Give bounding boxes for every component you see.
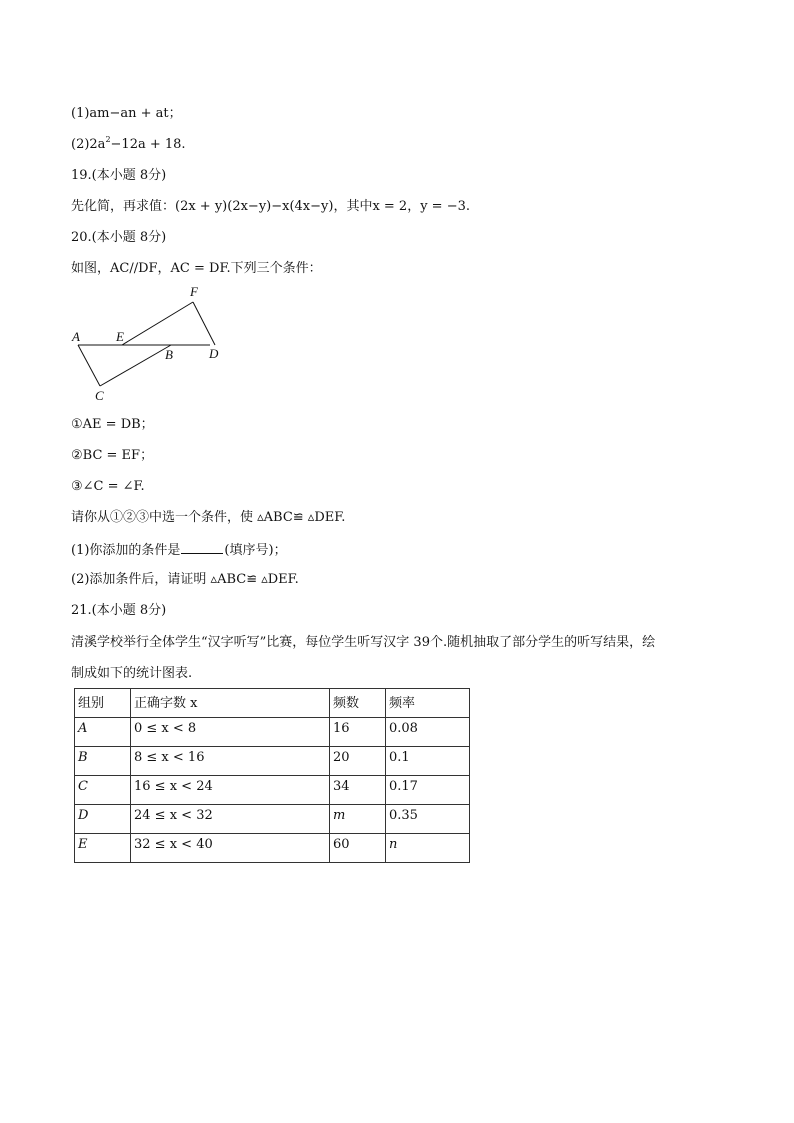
table-header-row bbox=[75, 689, 470, 718]
table-row bbox=[75, 834, 470, 863]
header-group: 组别 bbox=[75, 689, 131, 718]
cell-group: B bbox=[75, 747, 131, 776]
cell-frequency: 34 bbox=[330, 776, 386, 805]
label-a: A bbox=[72, 329, 80, 344]
segment-ef bbox=[122, 302, 193, 345]
segment-fd bbox=[193, 302, 215, 345]
cell-range: 16 ≤ x < 24 bbox=[131, 776, 330, 805]
cell-frequency: 20 bbox=[330, 747, 386, 776]
q20-1-text-post: (填序号)； bbox=[224, 543, 287, 558]
cell-group: A bbox=[75, 718, 131, 747]
question-21-body-line-2: 制成如下的统计图表. bbox=[71, 666, 193, 681]
question-20-part-2: (2)添加条件后，请证明 ▵ABC≌ ▵DEF. bbox=[71, 572, 299, 587]
question-20-instruction: 请你从①②③中选一个条件，使 ▵ABC≌ ▵DEF. bbox=[71, 510, 346, 525]
cell-frequency: 16 bbox=[330, 718, 386, 747]
condition-2: ②BC = EF； bbox=[71, 448, 154, 463]
cell-group: E bbox=[75, 834, 131, 863]
label-f: F bbox=[190, 284, 198, 299]
q18-2-text-post: −12a + 18. bbox=[110, 137, 186, 152]
label-e: E bbox=[116, 329, 124, 344]
header-frequency: 频数 bbox=[330, 689, 386, 718]
segment-cb bbox=[100, 345, 171, 386]
cell-rate: 0.1 bbox=[386, 747, 470, 776]
question-20-part-1 bbox=[71, 541, 287, 559]
question-18-part-2 bbox=[71, 137, 186, 153]
cell-rate: 0.35 bbox=[386, 805, 470, 834]
cell-rate: n bbox=[386, 834, 470, 863]
label-c: C bbox=[95, 388, 104, 403]
cell-frequency: m bbox=[330, 805, 386, 834]
cell-range: 0 ≤ x < 8 bbox=[131, 718, 330, 747]
cell-range: 32 ≤ x < 40 bbox=[131, 834, 330, 863]
cell-group: D bbox=[75, 805, 131, 834]
header-correct-count: 正确字数 x bbox=[131, 689, 330, 718]
question-20-heading: 20.(本小题 8分) bbox=[71, 230, 167, 245]
cell-rate: 0.17 bbox=[386, 776, 470, 805]
segment-ac bbox=[78, 345, 100, 386]
cell-range: 24 ≤ x < 32 bbox=[131, 805, 330, 834]
question-19-heading: 19.(本小题 8分) bbox=[71, 168, 167, 183]
condition-3: ③∠C = ∠F. bbox=[71, 479, 145, 494]
geometry-figure bbox=[66, 282, 236, 407]
question-19-body: 先化简，再求值：(2x + y)(2x−y)−x(4x−y)，其中x = 2，y = −3. bbox=[71, 199, 470, 214]
cell-frequency: 60 bbox=[330, 834, 386, 863]
q20-1-text-pre: (1)你添加的条件是 bbox=[71, 543, 181, 558]
cell-rate: 0.08 bbox=[386, 718, 470, 747]
cell-range: 8 ≤ x < 16 bbox=[131, 747, 330, 776]
table-row bbox=[75, 747, 470, 776]
answer-blank[interactable] bbox=[181, 541, 223, 554]
table-row bbox=[75, 805, 470, 834]
q18-2-exponent: 2 bbox=[105, 135, 111, 144]
question-21-heading: 21.(本小题 8分) bbox=[71, 603, 167, 618]
question-21-body-line-1: 清溪学校举行全体学生“汉字听写”比赛，每位学生听写汉字 39个.随机抽取了部分学生的听写结果，绘 bbox=[71, 635, 656, 650]
q18-2-text-pre: (2)2a bbox=[71, 137, 106, 152]
question-18-part-1 bbox=[71, 106, 182, 122]
label-b: B bbox=[165, 347, 173, 362]
cell-group: C bbox=[75, 776, 131, 805]
q18-1-text: (1)am−an + at； bbox=[71, 106, 182, 121]
question-20-body: 如图，AC//DF，AC = DF.下列三个条件： bbox=[71, 261, 322, 276]
header-rate: 频率 bbox=[386, 689, 470, 718]
frequency-table bbox=[74, 688, 470, 863]
table-row bbox=[75, 776, 470, 805]
condition-1: ①AE = DB； bbox=[71, 417, 154, 432]
label-d: D bbox=[209, 346, 219, 361]
table-row bbox=[75, 718, 470, 747]
